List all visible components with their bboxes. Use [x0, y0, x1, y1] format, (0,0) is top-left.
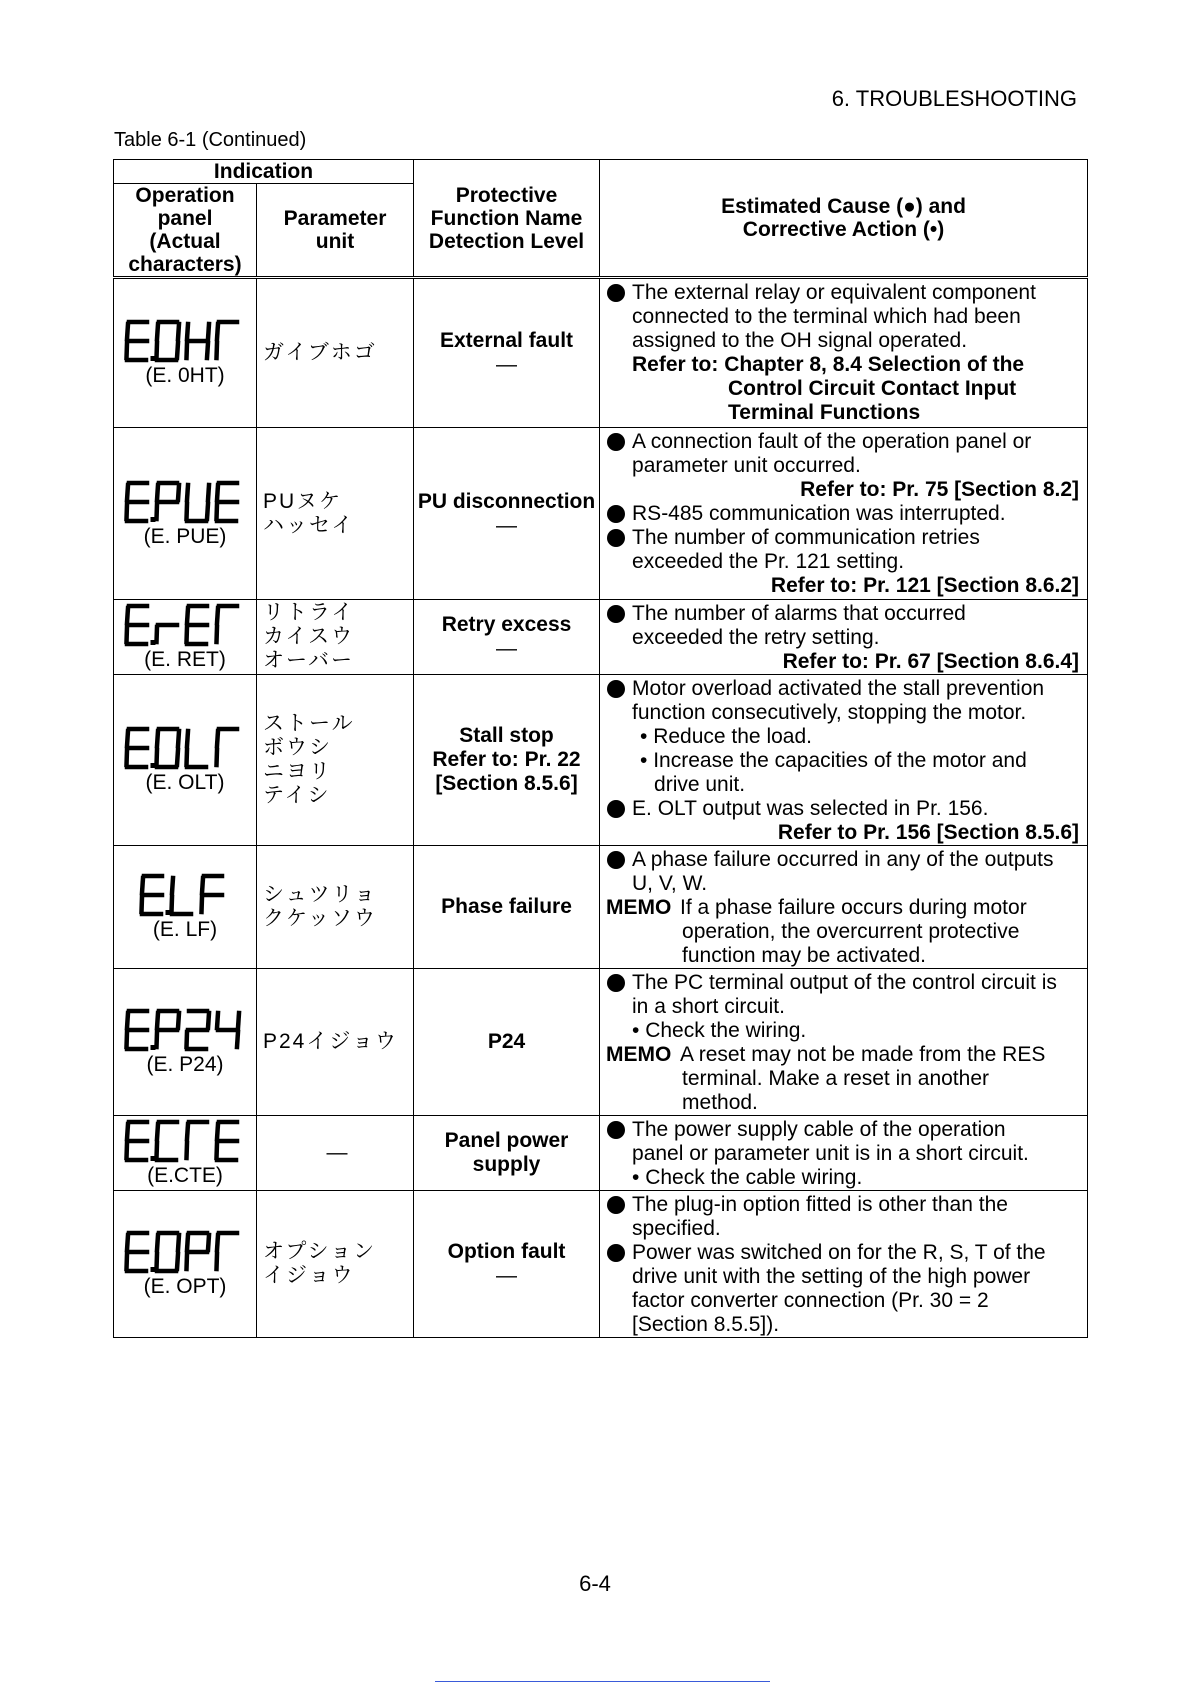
reference: Refer to: Chapter 8, 8.4 Selection of the	[632, 353, 1025, 376]
segment-glyphs	[124, 319, 246, 365]
header-parameter-unit: Parameter unit	[257, 184, 414, 278]
seven-segment-display	[114, 1119, 256, 1165]
action-item: • Increase the capacities of the motor and drive unit.	[640, 749, 1027, 796]
parameter-unit-cell: —	[257, 1116, 414, 1191]
parameter-unit-cell: P24イジョウ	[257, 969, 414, 1116]
estimated-cause-cell	[600, 278, 1088, 428]
seven-segment-display	[114, 873, 256, 919]
header-indication: Indication	[114, 160, 414, 184]
parameter-unit-cell: ストール ボウシ ニヨリ テイシ	[257, 675, 414, 846]
action-item: • Check the cable wiring.	[632, 1166, 863, 1189]
estimated-cause-cell	[600, 428, 1088, 600]
actual-characters: (E. OLT)	[145, 771, 225, 794]
parameter-unit-cell: ガイブホゴ	[257, 278, 414, 428]
seven-segment-display	[114, 1008, 256, 1054]
table-row	[114, 278, 1088, 428]
segment-glyphs	[124, 603, 246, 649]
operation-panel-cell	[114, 1191, 257, 1338]
memo-note: MEMO If a phase failure occurs during motor operation, the overcurrent protective function may be activated.	[606, 896, 1027, 967]
table-caption: Table 6-1 (Continued)	[114, 129, 307, 151]
reference: Refer to: Pr. 67 [Section 8.6.4]	[782, 650, 1080, 673]
estimated-cause-cell	[600, 675, 1088, 846]
operation-panel-cell	[114, 846, 257, 969]
reference: Control Circuit Contact Input	[728, 377, 1017, 400]
cause-bullet: Motor overload activated the stall prevention function consecutively, stopping the motor.	[606, 677, 1081, 725]
table-row	[114, 675, 1088, 846]
segment-glyphs	[124, 726, 246, 772]
segment-glyphs	[139, 873, 231, 919]
cause-bullet: RS-485 communication was interrupted.	[606, 502, 1081, 526]
action-item: • Reduce the load.	[640, 725, 812, 748]
reference: Refer to Pr. 156 [Section 8.5.6]	[777, 821, 1080, 844]
cause-bullet: A phase failure occurred in any of the outputs U, V, W.	[606, 848, 1081, 896]
cause-bullet: The external relay or equivalent component connected to the terminal which had been assigned to the OH signal operated.	[606, 281, 1081, 353]
parameter-unit-cell: PUヌケ ハッセイ	[257, 428, 414, 600]
table-row	[114, 428, 1088, 600]
cause-bullet: The power supply cable of the operation panel or parameter unit is in a short circuit.	[606, 1118, 1081, 1166]
parameter-unit-cell: シュツリョ クケッソウ	[257, 846, 414, 969]
actual-characters: (E. P24)	[146, 1053, 224, 1076]
chapter-heading: 6. TROUBLESHOOTING	[831, 86, 1077, 111]
table-row	[114, 1116, 1088, 1191]
parameter-unit-cell: リトライ カイスウ オーバー	[257, 600, 414, 675]
protective-function-cell: Option fault —	[414, 1191, 600, 1338]
operation-panel-cell	[114, 969, 257, 1116]
table-row	[114, 969, 1088, 1116]
action-item: • Check the wiring.	[632, 1019, 807, 1042]
cause-bullet: E. OLT output was selected in Pr. 156.	[606, 797, 1081, 821]
seven-segment-display	[114, 480, 256, 526]
protective-function-cell: Panel power supply	[414, 1116, 600, 1191]
seven-segment-display	[114, 1230, 256, 1276]
estimated-cause-cell	[600, 1191, 1088, 1338]
header-protective: Protective Function Name Detection Level	[414, 160, 600, 278]
operation-panel-cell	[114, 675, 257, 846]
estimated-cause-cell	[600, 600, 1088, 675]
protective-function-cell: Phase failure	[414, 846, 600, 969]
operation-panel-cell	[114, 278, 257, 428]
cause-bullet: The number of communication retries exceeded the Pr. 121 setting.	[606, 526, 1081, 574]
header-operation-panel: Operation panel (Actual characters)	[114, 184, 257, 278]
segment-glyphs	[124, 480, 246, 526]
operation-panel-cell	[114, 428, 257, 600]
actual-characters: (E. OPT)	[143, 1275, 227, 1298]
actual-characters: (E. 0HT)	[145, 364, 225, 387]
page-number: 6-4	[579, 1571, 611, 1596]
cause-bullet: The PC terminal output of the control circuit is in a short circuit.	[606, 971, 1081, 1019]
estimated-cause-cell	[600, 846, 1088, 969]
segment-glyphs	[124, 1119, 246, 1165]
estimated-cause-cell	[600, 1116, 1088, 1191]
actual-characters: (E. PUE)	[143, 524, 227, 548]
reference: Refer to: Pr. 121 [Section 8.6.2]	[770, 574, 1080, 597]
cause-bullet: The number of alarms that occurred exceeded the retry setting.	[606, 602, 1081, 650]
segment-glyphs	[124, 1008, 246, 1054]
cause-bullet: A connection fault of the operation panel or parameter unit occurred.	[606, 430, 1081, 478]
actual-characters: (E.CTE)	[147, 1164, 223, 1187]
parameter-unit-cell: オプション イジョウ	[257, 1191, 414, 1338]
reference: Terminal Functions	[728, 401, 921, 424]
seven-segment-display	[114, 603, 256, 649]
footer-rule	[435, 1681, 770, 1682]
protective-function-cell: PU disconnection —	[414, 428, 600, 600]
header-estimated-cause: Estimated Cause (●) and Corrective Action (•)	[600, 160, 1088, 278]
estimated-cause-cell	[600, 969, 1088, 1116]
troubleshooting-table	[113, 159, 1088, 1338]
reference: Refer to: Pr. 75 [Section 8.2]	[800, 478, 1080, 501]
actual-characters: (E. LF)	[152, 918, 218, 941]
protective-function-cell: P24	[414, 969, 600, 1116]
table-row	[114, 846, 1088, 969]
table-row	[114, 600, 1088, 675]
actual-characters: (E. RET)	[144, 648, 226, 671]
cause-bullet: Power was switched on for the R, S, T of the drive unit with the setting of the high power factor converter connection (Pr. 30 = 2 [Section 8.5.5]).	[606, 1241, 1081, 1337]
operation-panel-cell	[114, 600, 257, 675]
segment-glyphs	[124, 1230, 246, 1276]
protective-function-cell: External fault —	[414, 278, 600, 428]
table-row	[114, 1191, 1088, 1338]
protective-function-cell: Stall stop Refer to: Pr. 22 [Section 8.5.6]	[414, 675, 600, 846]
operation-panel-cell	[114, 1116, 257, 1191]
seven-segment-display	[114, 319, 256, 365]
seven-segment-display	[114, 726, 256, 772]
cause-bullet: The plug-in option fitted is other than the specified.	[606, 1193, 1081, 1241]
protective-function-cell: Retry excess —	[414, 600, 600, 675]
memo-note: MEMO A reset may not be made from the RES terminal. Make a reset in another method.	[606, 1043, 1046, 1114]
